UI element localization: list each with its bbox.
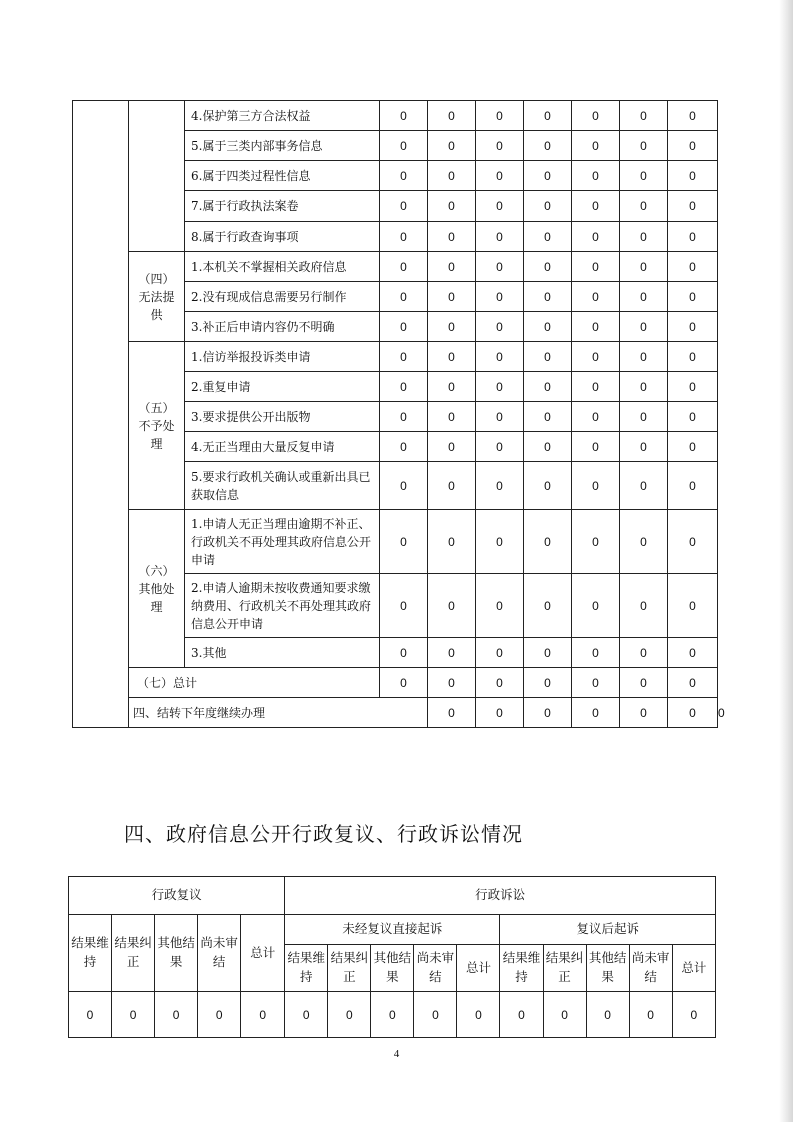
- direct-col-header: 总计: [457, 945, 500, 992]
- row-label: 1.本机关不掌握相关政府信息: [185, 252, 380, 282]
- outer-category-cell: [73, 101, 129, 728]
- value-cell: 0: [668, 402, 718, 432]
- value-cell: 0: [428, 402, 476, 432]
- value-cell: 0: [524, 668, 572, 698]
- value-cell: 0: [428, 372, 476, 402]
- value-cell: 0: [524, 372, 572, 402]
- value-cell: 0: [476, 191, 524, 222]
- value-cell: 0: [572, 462, 620, 510]
- carryover-label: 四、结转下年度继续办理: [129, 698, 428, 728]
- page-number: 4: [393, 1048, 400, 1060]
- value-cell: 0: [572, 432, 620, 462]
- row-label: 3.其他: [185, 638, 380, 668]
- value-cell: 0: [668, 668, 718, 698]
- value-cell: 0: [620, 252, 668, 282]
- value-cell: 0: [668, 372, 718, 402]
- value-cell: 0: [69, 992, 112, 1038]
- value-cell: 0: [328, 992, 371, 1038]
- direct-suit-header: 未经复议直接起诉: [285, 915, 500, 945]
- value-cell: 0: [380, 462, 428, 510]
- value-cell: 0: [572, 191, 620, 222]
- value-cell: 0: [198, 992, 241, 1038]
- value-cell: 0: [620, 638, 668, 668]
- category-label: （四）无法提供: [129, 252, 185, 342]
- review-col-header: 结果纠正: [112, 915, 155, 992]
- value-cell: 0: [476, 462, 524, 510]
- value-cell: 0: [620, 668, 668, 698]
- row-label: 2.申请人逾期未按收费通知要求缴纳费用、行政机关不再处理其政府信息公开申请: [185, 574, 380, 638]
- value-cell: 0: [524, 101, 572, 131]
- row-label: 4.保护第三方合法权益: [185, 101, 380, 131]
- category-label: （六）其他处理: [129, 510, 185, 668]
- value-cell: 0: [668, 252, 718, 282]
- value-cell: 0: [620, 312, 668, 342]
- row-label: 6.属于四类过程性信息: [185, 161, 380, 191]
- value-cell: 0: [524, 191, 572, 222]
- value-cell: 0: [572, 510, 620, 574]
- value-cell: 0: [524, 252, 572, 282]
- value-cell: 0: [620, 510, 668, 574]
- value-cell: 0: [620, 222, 668, 252]
- row-label: 7.属于行政执法案卷: [185, 191, 380, 222]
- value-cell: 0: [380, 432, 428, 462]
- value-cell: 0: [572, 638, 620, 668]
- value-cell: 0: [380, 161, 428, 191]
- row-label: 3.要求提供公开出版物: [185, 402, 380, 432]
- value-cell: 0: [428, 312, 476, 342]
- value-cell: 0: [620, 698, 668, 728]
- row-label: 4.无正当理由大量反复申请: [185, 432, 380, 462]
- value-cell: 0: [476, 131, 524, 161]
- value-cell: 0: [668, 510, 718, 574]
- value-cell: 0: [620, 161, 668, 191]
- row-label: 8.属于行政查询事项: [185, 222, 380, 252]
- direct-col-header: 其他结果: [371, 945, 414, 992]
- direct-col-header: 尚未审结: [414, 945, 457, 992]
- value-cell: 0: [572, 372, 620, 402]
- value-cell: 0: [457, 992, 500, 1038]
- value-cell: 0: [524, 161, 572, 191]
- table-row: [73, 252, 718, 282]
- value-cell: 0: [380, 252, 428, 282]
- value-cell: 0: [668, 342, 718, 372]
- value-cell: 0: [524, 312, 572, 342]
- value-cell: 0: [572, 252, 620, 282]
- value-cell: 0: [428, 252, 476, 282]
- row-label: 1.信访举报投诉类申请: [185, 342, 380, 372]
- category-cell: [129, 101, 185, 252]
- direct-col-header: 结果纠正: [328, 945, 371, 992]
- value-cell: 0: [380, 312, 428, 342]
- value-cell: 0: [572, 668, 620, 698]
- value-cell: 0: [668, 131, 718, 161]
- value-cell: 0: [380, 191, 428, 222]
- value-cell: 0: [476, 698, 524, 728]
- value-cell: 0: [414, 992, 457, 1038]
- value-cell: 0: [586, 992, 629, 1038]
- value-cell: 0: [668, 462, 718, 510]
- review-col-header: 尚未审结: [198, 915, 241, 992]
- value-cell: 0: [380, 638, 428, 668]
- value-cell: 0: [476, 402, 524, 432]
- value-cell: 0: [668, 161, 718, 191]
- review-col-header: 其他结果: [155, 915, 198, 992]
- value-cell: 0: [371, 992, 414, 1038]
- value-cell: 0: [380, 131, 428, 161]
- value-cell: 0: [380, 101, 428, 131]
- value-cell: 0: [380, 342, 428, 372]
- value-cell: 0: [380, 668, 428, 698]
- value-cell: 0: [572, 342, 620, 372]
- value-cell: 0: [668, 282, 718, 312]
- value-cell: 0: [428, 222, 476, 252]
- value-cell: 0: [112, 992, 155, 1038]
- value-cell: 0: [524, 402, 572, 432]
- carryover-row: 四、结转下年度继续办理 0 0 0 0 0 0 0: [73, 698, 718, 728]
- value-cell: 0: [572, 101, 620, 131]
- row-label: 1.申请人无正当理由逾期不补正、行政机关不再处理其政府信息公开申请: [185, 510, 380, 574]
- value-cell: 0: [428, 131, 476, 161]
- value-cell: 0: [476, 372, 524, 402]
- value-cell: 0: [668, 222, 718, 252]
- value-cell: 0: [620, 282, 668, 312]
- value-cell: 0: [380, 510, 428, 574]
- scan-edge-shadow: [779, 0, 793, 1122]
- admin-litigation-header: 行政诉讼: [285, 877, 716, 915]
- value-cell: 0: [572, 574, 620, 638]
- value-cell: 0: [380, 574, 428, 638]
- review-col-header: 总计: [241, 915, 285, 992]
- after-col-header: 尚未审结: [629, 945, 672, 992]
- value-cell: 0: [476, 342, 524, 372]
- after-col-header: 总计: [672, 945, 715, 992]
- value-cell: 0: [500, 992, 543, 1038]
- value-cell: 0: [668, 574, 718, 638]
- value-cell: 0: [572, 161, 620, 191]
- value-cell: 0: [476, 312, 524, 342]
- value-cell: 0: [620, 342, 668, 372]
- after-col-header: 结果维持: [500, 945, 543, 992]
- value-cell: 0: [428, 574, 476, 638]
- value-cell: 0: [428, 101, 476, 131]
- value-cell: 0: [476, 101, 524, 131]
- value-cell: 0: [428, 342, 476, 372]
- value-cell: 0: [620, 432, 668, 462]
- value-cell: 0: [524, 510, 572, 574]
- value-cell: 0: [476, 510, 524, 574]
- row-label: 2.没有现成信息需要另行制作: [185, 282, 380, 312]
- section-heading: 四、政府信息公开行政复议、行政诉讼情况: [124, 822, 523, 846]
- after-col-header: 结果纠正: [543, 945, 586, 992]
- value-cell: 0: [380, 402, 428, 432]
- value-cell: 0: [524, 282, 572, 312]
- value-cell: 0: [668, 191, 718, 222]
- value-cell: 0: [380, 222, 428, 252]
- table-row: [73, 342, 718, 372]
- value-cell: 0: [476, 282, 524, 312]
- value-cell: 0: [524, 342, 572, 372]
- value-cell: 0: [620, 574, 668, 638]
- value-cell: 0: [668, 432, 718, 462]
- value-cell: 0: [428, 668, 476, 698]
- value-cell: 0: [672, 992, 715, 1038]
- admin-review-header: 行政复议: [69, 877, 285, 915]
- value-cell: 0: [629, 992, 672, 1038]
- value-cell: 0: [572, 698, 620, 728]
- value-cell: 0: [476, 161, 524, 191]
- value-cell: 0: [428, 191, 476, 222]
- value-cell: 0: [620, 372, 668, 402]
- value-cell: 0: [524, 462, 572, 510]
- table-row: [69, 992, 716, 1038]
- value-cell: 0: [476, 222, 524, 252]
- value-cell: 0: [241, 992, 285, 1038]
- value-cell: 0: [428, 638, 476, 668]
- value-cell: 0: [572, 312, 620, 342]
- application-handling-table: [72, 100, 725, 728]
- after-col-header: 其他结果: [586, 945, 629, 992]
- value-cell: 0: [620, 402, 668, 432]
- value-cell: 0: [524, 432, 572, 462]
- value-cell: 0: [668, 101, 718, 131]
- row-label: 2.重复申请: [185, 372, 380, 402]
- table-row: [73, 101, 718, 131]
- value-cell: 0: [668, 312, 718, 342]
- value-cell: 0: [543, 992, 586, 1038]
- table-row: [73, 510, 718, 574]
- value-cell: 0: [524, 222, 572, 252]
- value-cell: 0: [428, 282, 476, 312]
- row-label: 5.属于三类内部事务信息: [185, 131, 380, 161]
- total-label: （七）总计: [129, 668, 380, 698]
- value-cell: 0: [428, 161, 476, 191]
- value-cell: 0: [524, 638, 572, 668]
- value-cell: 0: [668, 638, 718, 668]
- value-cell: 0: [476, 574, 524, 638]
- review-col-header: 结果维持: [69, 915, 112, 992]
- value-cell: 0: [476, 638, 524, 668]
- value-cell: 0: [620, 191, 668, 222]
- row-label: 5.要求行政机关确认或重新出具已获取信息: [185, 462, 380, 510]
- after-review-header: 复议后起诉: [500, 915, 716, 945]
- value-cell: 0: [155, 992, 198, 1038]
- value-cell: 0: [285, 992, 328, 1038]
- value-cell: 0: [428, 698, 476, 728]
- value-cell: 0: [380, 372, 428, 402]
- value-cell: 0: [620, 462, 668, 510]
- value-cell: 0: [428, 462, 476, 510]
- row-label: 3.补正后申请内容仍不明确: [185, 312, 380, 342]
- value-cell: 0: [572, 222, 620, 252]
- value-cell: 0: [476, 252, 524, 282]
- value-cell: 0: [572, 131, 620, 161]
- value-cell: 0: [620, 131, 668, 161]
- value-cell: 0: [380, 282, 428, 312]
- value-cell: 0: [572, 282, 620, 312]
- value-cell: 0: [428, 432, 476, 462]
- value-cell: 0: [428, 510, 476, 574]
- value-cell: 0: [572, 402, 620, 432]
- category-label: （五）不予处理: [129, 342, 185, 510]
- value-cell: 0: [668, 698, 718, 728]
- value-cell: 0: [524, 131, 572, 161]
- value-cell: 0: [620, 101, 668, 131]
- review-litigation-table: [68, 876, 716, 1038]
- total-row: [73, 668, 718, 698]
- value-cell: 0: [476, 668, 524, 698]
- value-cell: 0: [524, 574, 572, 638]
- direct-col-header: 结果维持: [285, 945, 328, 992]
- value-cell: 0: [524, 698, 572, 728]
- value-cell: 0: [476, 432, 524, 462]
